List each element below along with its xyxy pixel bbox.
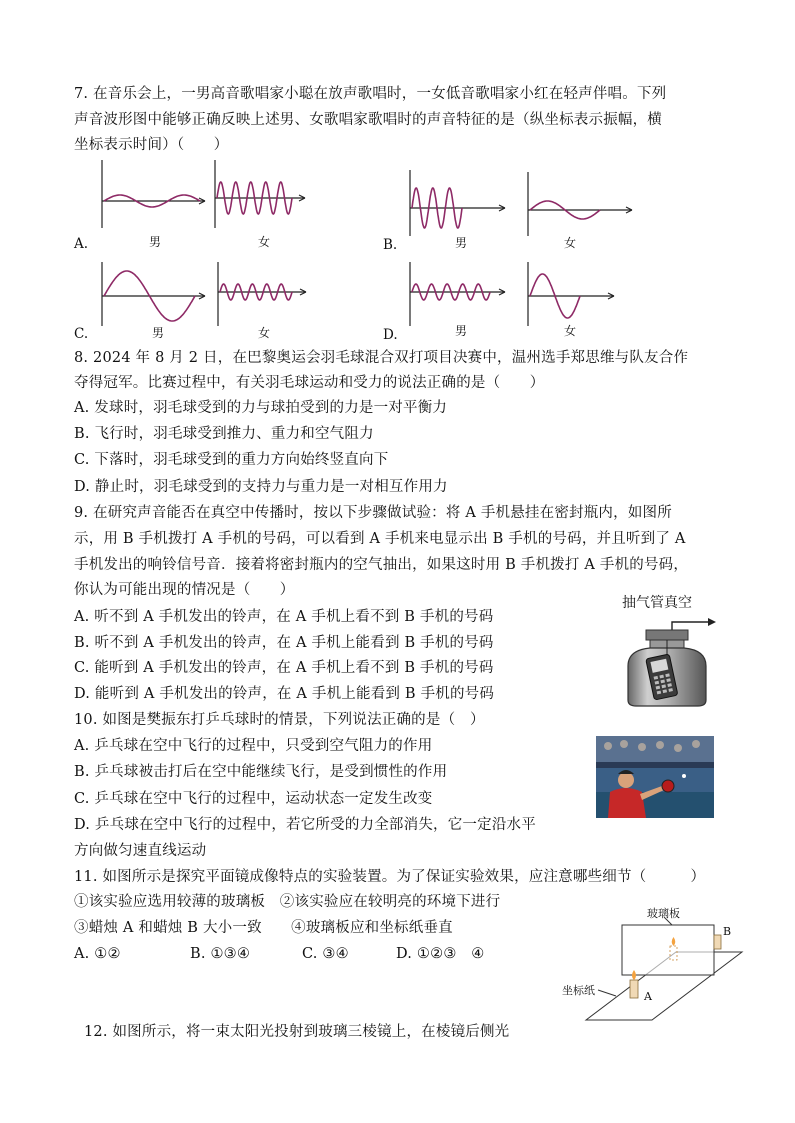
q11-paper-label: 坐标纸 [562, 984, 595, 997]
q11-candle-b-label: B [723, 925, 732, 938]
q11-candle-a-label: A [644, 990, 652, 1003]
q10-option-b[interactable]: B. 乒乓球被击打后在空中能继续飞行，是受到惯性的作用 [74, 764, 448, 780]
q7-a-female-axes [215, 160, 305, 228]
q8-stem-line-1: 8. 2024 年 8 月 2 日，在巴黎奥运会羽毛球混合双打项目决赛中，温州选手郑思维与队友合作 [74, 350, 689, 366]
q10-option-d-line-2[interactable]: 方向做匀速直线运动 [74, 843, 207, 859]
q7-b-female-wave [530, 201, 600, 219]
q7-d-male-wave [412, 284, 490, 300]
q12-stem: 12. 如图所示，将一束太阳光投射到玻璃三棱镜上，在棱镜后侧光 [84, 1024, 510, 1040]
q9-option-a[interactable]: A. 听不到 A 手机发出的铃声，在 A 手机上看不到 B 手机的号码 [74, 609, 494, 625]
q7-option-a-letter[interactable]: A. [74, 236, 89, 252]
q7-a-male-caption: 男 [149, 235, 162, 249]
q7-a-female-wave [217, 182, 292, 214]
q7-b-female-caption: 女 [564, 236, 577, 250]
q7-c-female-caption: 女 [258, 326, 271, 340]
q10-option-a[interactable]: A. 乒乓球在空中飞行的过程中，只受到空气阻力的作用 [74, 738, 433, 754]
q7-option-d-letter[interactable]: D. [383, 327, 398, 343]
q11-statement-1-2: ①该实验应选用较薄的玻璃板 ②该实验应在较明亮的环境下进行 [74, 894, 501, 910]
q11-option-c[interactable]: C. ③④ [302, 946, 349, 962]
q7-stem-line-3: 坐标表示时间）（ ） [74, 137, 229, 153]
q7-a-female-caption: 女 [258, 235, 271, 249]
q9-stem-line-2: 示，用 B 手机拨打 A 手机的号码，可以看到 A 手机来电显示出 B 手机的号码，并且听到了 A [74, 531, 686, 547]
q8-option-c[interactable]: C. 下落时，羽毛球受到的重力方向始终竖直向下 [74, 452, 389, 468]
q7-b-male-caption: 男 [455, 236, 468, 250]
q8-stem-line-2: 夺得冠军。比赛过程中，有关羽毛球运动和受力的说法正确的是（ ） [74, 375, 545, 391]
q11-option-b[interactable]: B. ①③④ [190, 946, 251, 962]
q10-option-d-line-1[interactable]: D. 乒乓球在空中飞行的过程中，若它所受的力全部消失，它一定沿水平 [74, 817, 536, 833]
q7-c-female-axes [218, 262, 306, 326]
q7-c-male-wave [104, 271, 195, 321]
q9-stem-line-3: 手机发出的响铃信号音．接着将密封瓶内的空气抽出，如果这时用 B 手机拨打 A 手机的号码， [74, 557, 689, 573]
q7-d-female-axes [528, 262, 614, 326]
q11-stem: 11. 如图所示是探究平面镜成像特点的实验装置。为了保证实验效果，应注意哪些细节（ ） [74, 869, 706, 885]
q7-d-male-axes [410, 262, 505, 326]
q9-option-b[interactable]: B. 听不到 A 手机发出的铃声，在 A 手机上能看到 B 手机的号码 [74, 635, 494, 651]
q10-stem: 10. 如图是樊振东打乒乓球时的情景，下列说法正确的是（ ） [74, 712, 485, 728]
q9-option-d[interactable]: D. 能听到 A 手机发出的铃声，在 A 手机上能看到 B 手机的号码 [74, 686, 495, 702]
table-tennis-photo [596, 736, 714, 818]
q8-option-d[interactable]: D. 静止时，羽毛球受到的支持力与重力是一对相互作用力 [74, 479, 448, 495]
q11-option-a[interactable]: A. ①② [74, 946, 121, 962]
q7-d-female-wave [530, 274, 580, 318]
q7-a-male-axes [102, 160, 205, 228]
q9-stem-line-4: 你认为可能出现的情况是（ ） [74, 582, 295, 598]
q7-d-male-caption: 男 [455, 324, 468, 338]
q10-option-c[interactable]: C. 乒乓球在空中飞行的过程中，运动状态一定发生改变 [74, 791, 433, 807]
q7-option-b-letter[interactable]: B. [383, 237, 398, 253]
q8-option-a[interactable]: A. 发球时，羽毛球受到的力与球拍受到的力是一对平衡力 [74, 400, 448, 416]
q7-c-female-wave [220, 284, 292, 300]
q11-option-d[interactable]: D. ①②③ ④ [396, 946, 485, 962]
q7-c-male-caption: 男 [152, 326, 165, 340]
q7-b-male-wave [412, 188, 462, 228]
q8-option-b[interactable]: B. 飞行时，羽毛球受到推力、重力和空气阻力 [74, 426, 374, 442]
q7-d-female-caption: 女 [564, 324, 577, 338]
q7-stem-line-2: 声音波形图中能够正确反映上述男、女歌唱家歌唱时的声音特征的是（纵坐标表示振幅，横 [74, 112, 662, 128]
q11-statement-3-4: ③蜡烛 A 和蜡烛 B 大小一致 ④玻璃板应和坐标纸垂直 [74, 920, 453, 936]
q11-glass-label: 玻璃板 [647, 907, 680, 920]
q7-a-male-wave [104, 195, 200, 207]
q7-b-female-axes [528, 172, 632, 236]
q9-option-c[interactable]: C. 能听到 A 手机发出的铃声，在 A 手机上看不到 B 手机的号码 [74, 660, 494, 676]
q7-b-male-axes [410, 170, 505, 236]
q7-c-male-axes [102, 262, 205, 326]
q9-stem-line-1: 9. 在研究声音能否在真空中传播时，按以下步骤做试验：将 A 手机悬挂在密封瓶内，如图所 [74, 505, 672, 521]
q9-figure-label: 抽气管真空 [622, 595, 692, 611]
q7-option-c-letter[interactable]: C. [74, 326, 89, 342]
q7-stem-line-1: 7. 在音乐会上，一男高音歌唱家小聪在放声歌唱时，一女低音歌唱家小红在轻声伴唱。下列 [74, 86, 667, 102]
